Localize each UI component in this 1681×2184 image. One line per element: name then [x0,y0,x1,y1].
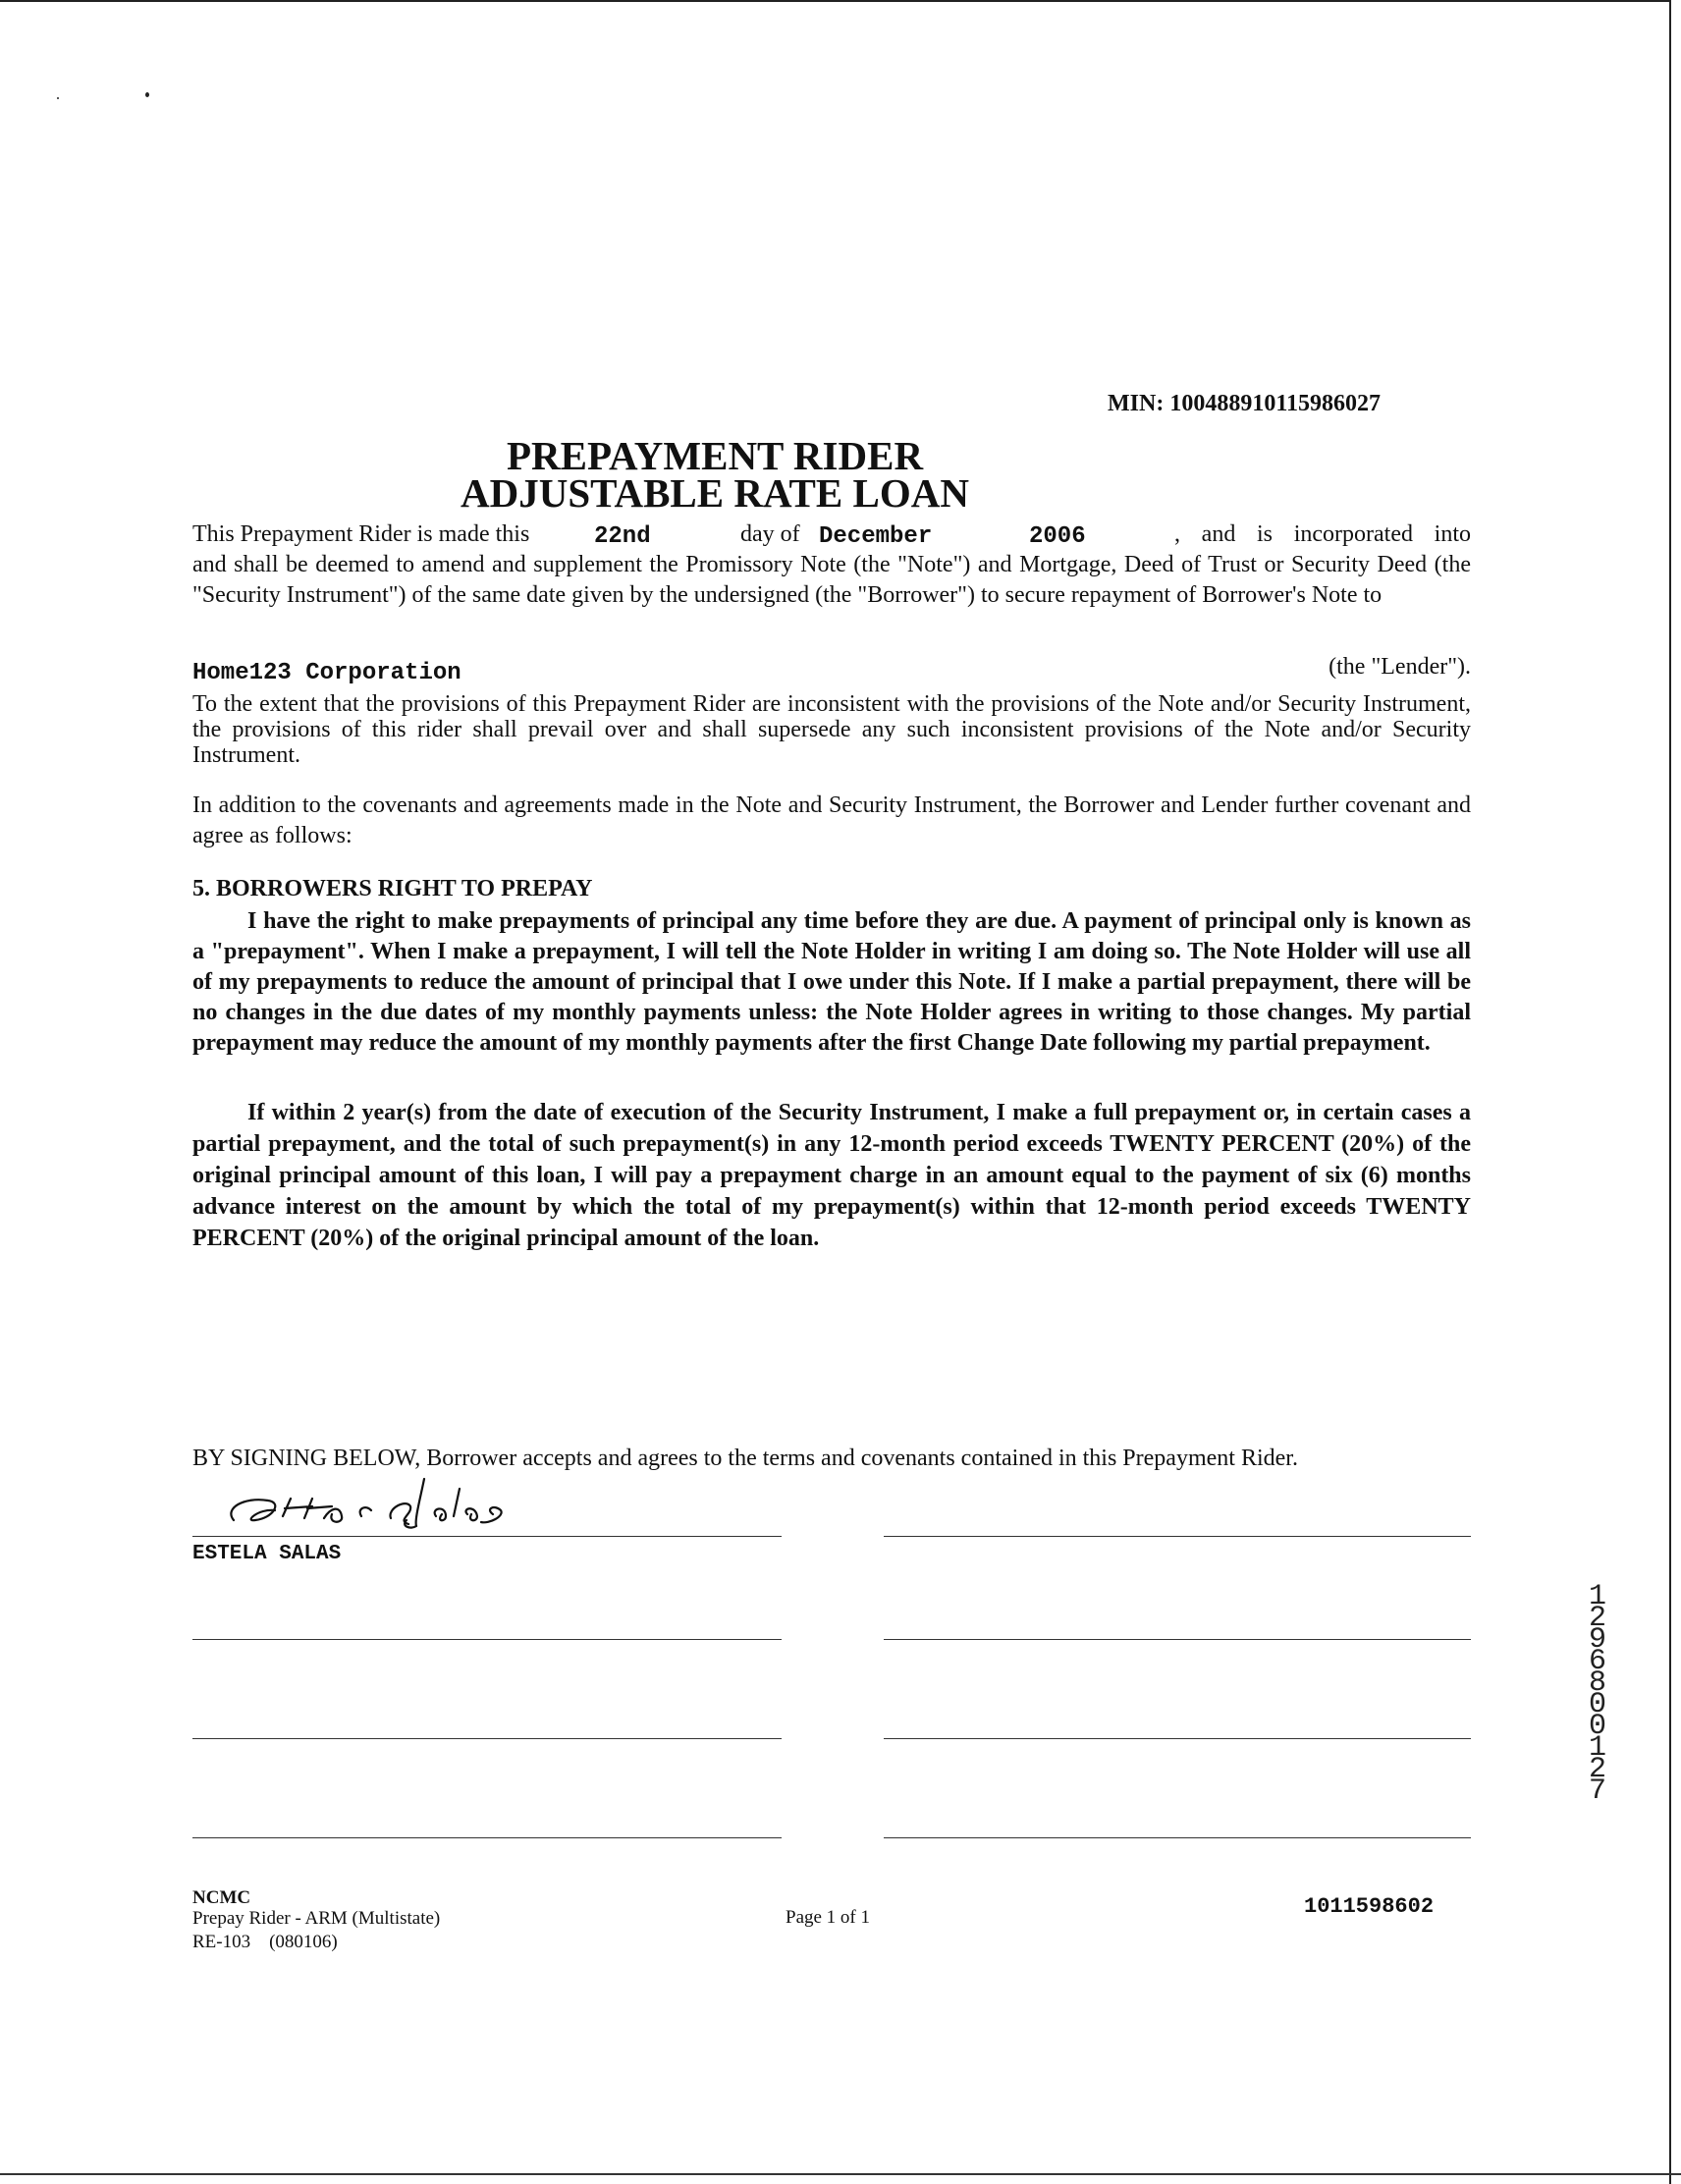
page-number: Page 1 of 1 [786,1907,871,1928]
intro-text-c: , and is incorporated into [1174,521,1471,547]
covenants-paragraph: In addition to the covenants and agreements made in the Note and Security Instrument, the Borrower and Lender further covenant and agree as follows: [192,792,1471,848]
rider-month: December [819,523,933,550]
footer-org: NCMC [192,1887,251,1908]
lender-name: Home123 Corporation [192,660,461,686]
rider-day: 22nd [594,523,651,550]
document-subtitle: ADJUSTABLE RATE LOAN [461,470,969,516]
scan-edge-top [0,0,1669,2]
intro-text-b: day of [740,521,800,547]
loan-number: 1011598602 [1304,1894,1435,1919]
signature-line-2-left [192,1639,782,1640]
scan-speck [57,97,59,99]
borrower-signature [214,1469,568,1538]
signature-line-4-left [192,1837,782,1838]
footer-form: Prepay Rider - ARM (Multistate) [192,1908,441,1929]
signing-statement: BY SIGNING BELOW, Borrower accepts and agrees to the terms and covenants contained in this Prepayment Rider. [192,1446,1298,1471]
signature-line-1-left [192,1536,782,1537]
scan-speck [145,92,149,97]
signature-line-1-right [884,1536,1471,1537]
signature-line-4-right [884,1837,1471,1838]
inconsistency-paragraph: To the extent that the provisions of this Prepayment Rider are inconsistent with the provisions of the Note and/or Security Instrument, the provisions of this rider shall prevail over and shall supersede any such inconsistent provisions of the Note and/or Security Instrument. [192,691,1471,768]
signature-line-3-left [192,1738,782,1739]
intro-text-a: This Prepayment Rider is made this [192,521,530,547]
signature-line-2-right [884,1639,1471,1640]
prepayment-charge-paragraph: If within 2 year(s) from the date of execution of the Security Instrument, I make a full prepayment or, in certain cases a partial prepayment, and the total of such prepayment(s) in any 12-month period exceeds TWENTY PERCENT (20%) of the original principal amount of this loan, I will pay a prepayment charge in an amount equal to the payment of six (6) months advance interest on the amount by which the total of my prepayment(s) within that 12-month period exceeds TWENTY PERCENT (20%) of the original principal amount of the loan. [192,1100,1471,1251]
lender-suffix: (the "Lender"). [1329,654,1471,680]
scan-edge-right [1669,0,1671,2184]
intro-paragraph: and shall be deemed to amend and supplement the Promissory Note (the "Note") and Mortgage, Deed of Trust or Security Deed (the "Security Instrument") of the same date given by the undersigned (the "Borrower") to secure repayment of Borrower's Note to [192,552,1471,608]
document-title: PREPAYMENT RIDER [506,433,924,478]
signature-line-3-right [884,1738,1471,1739]
min-number: MIN: 100488910115986027 [1108,391,1381,416]
borrower-name: ESTELA SALAS [192,1543,342,1565]
vertical-stamp: 1296800127 [1589,1580,1607,1808]
section-heading: 5. BORROWERS RIGHT TO PREPAY [192,876,593,901]
prepay-right-paragraph: I have the right to make prepayments of principal any time before they are due. A payment of principal only is known as a "prepayment". When I make a prepayment, I will tell the Note Holder in writing I am doing so. The Note Holder will use all of my prepayments to reduce the amount of principal that I owe under this Note. If I make a partial prepayment, there will be no changes in the due dates of my monthly payments unless: the Note Holder agrees in writing to those changes. My partial prepayment may reduce the amount of my monthly payments after the first Change Date following my partial prepayment. [192,908,1471,1056]
rider-year: 2006 [1029,523,1086,550]
footer-code: RE-103 (080106) [192,1932,338,1952]
scan-edge-bottom [0,2173,1681,2175]
